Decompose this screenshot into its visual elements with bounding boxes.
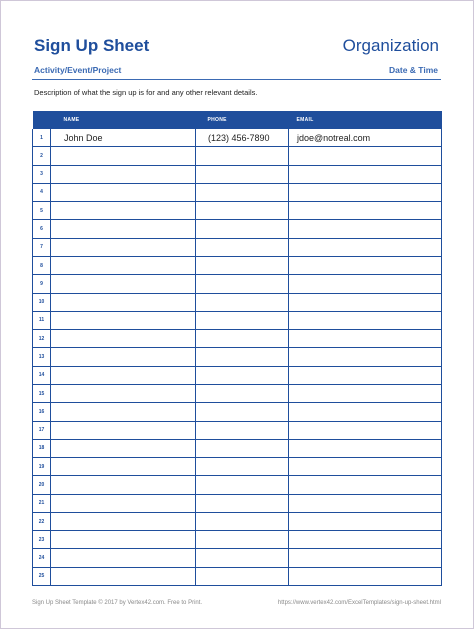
phone-cell[interactable] bbox=[196, 439, 289, 457]
name-cell[interactable] bbox=[51, 384, 196, 402]
email-cell[interactable] bbox=[289, 458, 442, 476]
phone-cell[interactable] bbox=[196, 348, 289, 366]
email-cell[interactable] bbox=[289, 330, 442, 348]
phone-cell[interactable] bbox=[196, 384, 289, 402]
row-number: 17 bbox=[33, 421, 51, 439]
email-cell[interactable] bbox=[289, 403, 442, 421]
row-number: 25 bbox=[33, 567, 51, 585]
name-cell[interactable] bbox=[51, 403, 196, 421]
email-cell[interactable] bbox=[289, 366, 442, 384]
row-number: 6 bbox=[33, 220, 51, 238]
name-cell[interactable] bbox=[51, 458, 196, 476]
phone-cell[interactable] bbox=[196, 458, 289, 476]
row-number: 14 bbox=[33, 366, 51, 384]
sheet-title: Sign Up Sheet bbox=[34, 36, 150, 55]
table-row bbox=[33, 183, 442, 201]
row-number: 10 bbox=[33, 293, 51, 311]
name-cell[interactable]: John Doe bbox=[51, 129, 196, 147]
name-cell[interactable] bbox=[51, 256, 196, 274]
table-row bbox=[33, 494, 442, 512]
table-row bbox=[33, 476, 442, 494]
row-number: 12 bbox=[33, 330, 51, 348]
name-cell[interactable] bbox=[51, 567, 196, 585]
row-number: 2 bbox=[33, 147, 51, 165]
email-cell[interactable] bbox=[289, 202, 442, 220]
table-row bbox=[33, 220, 442, 238]
table-row bbox=[33, 549, 442, 567]
name-cell[interactable] bbox=[51, 165, 196, 183]
header-divider bbox=[32, 79, 441, 80]
row-number: 7 bbox=[33, 238, 51, 256]
name-cell[interactable] bbox=[51, 531, 196, 549]
row-number: 8 bbox=[33, 256, 51, 274]
description-text: Description of what the sign up is for and any other relevant details. bbox=[34, 88, 258, 97]
row-number: 9 bbox=[33, 275, 51, 293]
table-row bbox=[33, 330, 442, 348]
table-row bbox=[33, 348, 442, 366]
phone-cell[interactable] bbox=[196, 165, 289, 183]
email-cell[interactable] bbox=[289, 384, 442, 402]
table-row bbox=[33, 275, 442, 293]
phone-cell[interactable] bbox=[196, 238, 289, 256]
email-cell[interactable] bbox=[289, 476, 442, 494]
row-number: 13 bbox=[33, 348, 51, 366]
row-number: 20 bbox=[33, 476, 51, 494]
phone-cell[interactable] bbox=[196, 311, 289, 329]
table-row bbox=[33, 384, 442, 402]
column-header-name: NAME bbox=[51, 111, 196, 129]
email-cell[interactable] bbox=[289, 494, 442, 512]
phone-cell[interactable] bbox=[196, 147, 289, 165]
name-cell[interactable] bbox=[51, 439, 196, 457]
email-cell[interactable] bbox=[289, 348, 442, 366]
email-cell[interactable] bbox=[289, 183, 442, 201]
email-cell[interactable] bbox=[289, 147, 442, 165]
name-cell[interactable] bbox=[51, 238, 196, 256]
table-row bbox=[33, 421, 442, 439]
name-cell[interactable] bbox=[51, 202, 196, 220]
name-cell[interactable] bbox=[51, 275, 196, 293]
email-cell[interactable] bbox=[289, 275, 442, 293]
table-row bbox=[33, 293, 442, 311]
row-number: 15 bbox=[33, 384, 51, 402]
table-row bbox=[33, 439, 442, 457]
table-row bbox=[33, 512, 442, 530]
name-cell[interactable] bbox=[51, 183, 196, 201]
phone-cell[interactable] bbox=[196, 403, 289, 421]
phone-cell[interactable] bbox=[196, 366, 289, 384]
row-number: 4 bbox=[33, 183, 51, 201]
email-cell[interactable] bbox=[289, 220, 442, 238]
table-header-row bbox=[33, 111, 442, 129]
name-cell[interactable] bbox=[51, 512, 196, 530]
phone-cell[interactable] bbox=[196, 531, 289, 549]
phone-cell[interactable] bbox=[196, 275, 289, 293]
footer-copyright: Sign Up Sheet Template © 2017 by Vertex42.com. Free to Print. bbox=[32, 600, 203, 606]
column-header-number bbox=[33, 111, 51, 129]
phone-cell[interactable] bbox=[196, 293, 289, 311]
name-cell[interactable] bbox=[51, 311, 196, 329]
signup-table-body bbox=[33, 129, 442, 586]
phone-cell[interactable] bbox=[196, 476, 289, 494]
table-row bbox=[33, 165, 442, 183]
phone-cell[interactable] bbox=[196, 202, 289, 220]
phone-cell[interactable] bbox=[196, 330, 289, 348]
email-cell[interactable] bbox=[289, 439, 442, 457]
phone-cell[interactable] bbox=[196, 567, 289, 585]
name-cell[interactable] bbox=[51, 293, 196, 311]
table-row bbox=[33, 458, 442, 476]
footer-url[interactable]: https://www.vertex42.com/ExcelTemplates/sign-up-sheet.html bbox=[277, 600, 441, 606]
row-number: 18 bbox=[33, 439, 51, 457]
column-header-phone: PHONE bbox=[196, 111, 289, 129]
table-row bbox=[33, 202, 442, 220]
table-row bbox=[33, 531, 442, 549]
email-cell[interactable] bbox=[289, 531, 442, 549]
row-number: 23 bbox=[33, 531, 51, 549]
row-number: 19 bbox=[33, 458, 51, 476]
name-cell[interactable] bbox=[51, 366, 196, 384]
email-cell[interactable] bbox=[289, 256, 442, 274]
table-row bbox=[33, 366, 442, 384]
row-number: 22 bbox=[33, 512, 51, 530]
date-time-label: Date & Time bbox=[389, 65, 438, 75]
phone-cell[interactable] bbox=[196, 421, 289, 439]
row-number: 5 bbox=[33, 202, 51, 220]
name-cell[interactable] bbox=[51, 220, 196, 238]
table-row bbox=[33, 403, 442, 421]
phone-cell[interactable] bbox=[196, 549, 289, 567]
email-cell[interactable]: jdoe@notreal.com bbox=[289, 129, 442, 147]
phone-cell[interactable] bbox=[196, 494, 289, 512]
email-cell[interactable] bbox=[289, 512, 442, 530]
table-row bbox=[33, 238, 442, 256]
email-cell[interactable] bbox=[289, 567, 442, 585]
name-cell[interactable] bbox=[51, 421, 196, 439]
activity-label: Activity/Event/Project bbox=[34, 65, 122, 75]
table-row bbox=[33, 147, 442, 165]
phone-cell[interactable] bbox=[196, 220, 289, 238]
column-header-email: EMAIL bbox=[289, 111, 442, 129]
table-row bbox=[33, 311, 442, 329]
row-number: 16 bbox=[33, 403, 51, 421]
email-cell[interactable] bbox=[289, 165, 442, 183]
name-cell[interactable] bbox=[51, 549, 196, 567]
email-cell[interactable] bbox=[289, 311, 442, 329]
table-row bbox=[33, 567, 442, 585]
row-number: 1 bbox=[33, 129, 51, 147]
row-number: 24 bbox=[33, 549, 51, 567]
name-cell[interactable] bbox=[51, 494, 196, 512]
phone-cell[interactable] bbox=[196, 183, 289, 201]
email-cell[interactable] bbox=[289, 238, 442, 256]
name-cell[interactable] bbox=[51, 147, 196, 165]
table-row bbox=[33, 256, 442, 274]
email-cell[interactable] bbox=[289, 293, 442, 311]
email-cell[interactable] bbox=[289, 549, 442, 567]
row-number: 21 bbox=[33, 494, 51, 512]
row-number: 3 bbox=[33, 165, 51, 183]
name-cell[interactable] bbox=[51, 348, 196, 366]
phone-cell[interactable] bbox=[196, 512, 289, 530]
organization-label: Organization bbox=[342, 36, 439, 55]
signup-table bbox=[32, 111, 442, 586]
phone-cell[interactable] bbox=[196, 256, 289, 274]
name-cell[interactable] bbox=[51, 330, 196, 348]
row-number: 11 bbox=[33, 311, 51, 329]
phone-cell[interactable]: (123) 456-7890 bbox=[196, 129, 289, 147]
table-row bbox=[33, 129, 442, 147]
email-cell[interactable] bbox=[289, 421, 442, 439]
name-cell[interactable] bbox=[51, 476, 196, 494]
